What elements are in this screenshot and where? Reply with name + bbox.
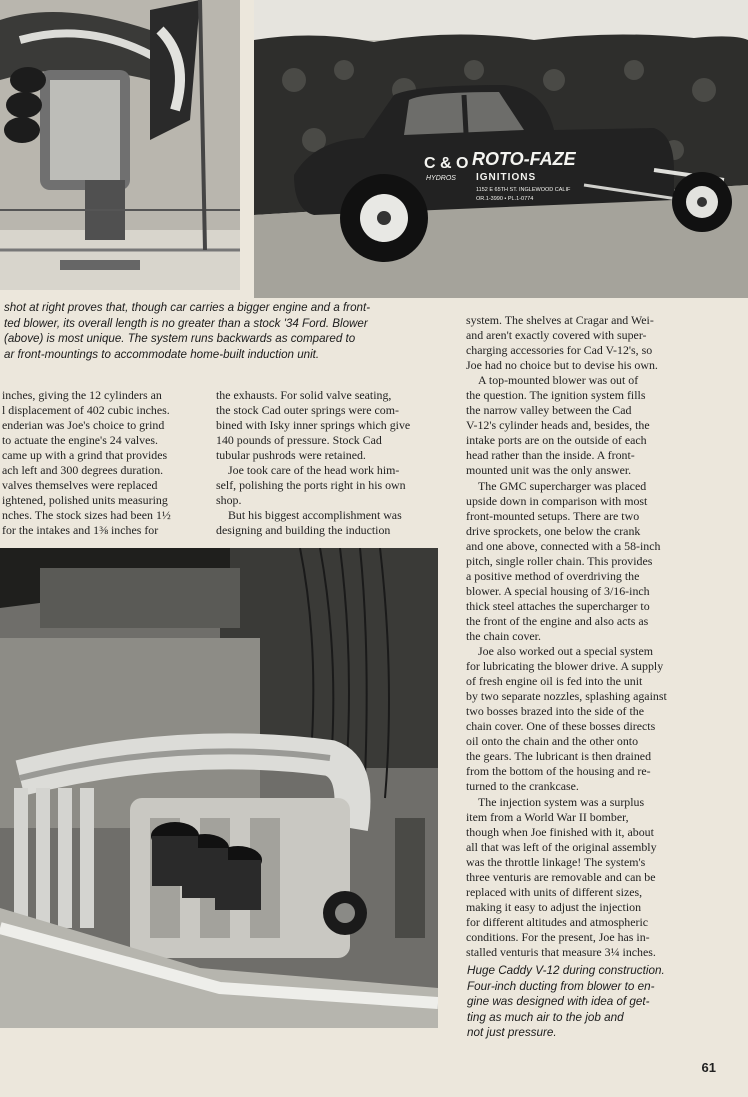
- coupe-photo: [254, 0, 748, 298]
- text-line: the chain cover.: [466, 628, 541, 643]
- caption-line: shot at right proves that, though car carries a bigger engine and a front-: [4, 301, 371, 314]
- text-line: item from a World War II bomber,: [466, 809, 629, 824]
- text-line: enderian was Joe's choice to grind: [2, 418, 165, 433]
- text-line: Joe had no choice but to devise his own.: [466, 358, 658, 373]
- text-line: to actuate the engine's 24 valves.: [2, 433, 159, 448]
- text-line: V-12's cylinder heads and, besides, the: [466, 418, 650, 433]
- text-line: though when Joe finished with it, about: [466, 824, 654, 839]
- text-line: for lubricating the blower drive. A supply: [466, 659, 664, 674]
- text-line: the gears. The lubricant is then drained: [466, 749, 652, 764]
- text-line: ightened, polished units measuring: [2, 493, 168, 508]
- text-line: all that was left of the original assembly: [466, 839, 657, 854]
- text-line: Joe also worked out a special system: [478, 644, 654, 659]
- text-line: the narrow valley between the Cad: [466, 403, 632, 418]
- text-line: three venturis are removable and can be: [466, 869, 656, 884]
- text-line: pitch, single roller chain. This provides: [466, 553, 653, 568]
- text-line: stalled venturis that measure 3¼ inches.: [466, 944, 656, 959]
- text-line: system. The shelves at Cragar and Wei-: [466, 313, 654, 327]
- text-line: turned to the crankcase.: [466, 779, 579, 794]
- text-line: intake ports are on the outside of each: [466, 433, 647, 448]
- text-line: from the bottom of the housing and re-: [466, 764, 651, 779]
- body-column-middle: [216, 388, 440, 538]
- caption-line: Four-inch ducting from blower to en-: [467, 979, 655, 993]
- text-line: ach left and 300 degrees duration.: [2, 463, 164, 478]
- text-line: upside down in comparison with most: [466, 493, 648, 508]
- engine-top-photo: [0, 0, 240, 290]
- text-line: making it easy to adjust the injection: [466, 899, 642, 914]
- text-line: a positive method of overdriving the: [466, 568, 640, 583]
- body-column-right: [466, 313, 718, 960]
- text-line: designing and building the induction: [216, 523, 391, 538]
- door-lettering-1: C & O: [424, 155, 469, 172]
- text-line: A top-mounted blower was out of: [478, 373, 639, 388]
- caption-line: not just pressure.: [467, 1026, 557, 1040]
- text-line: The injection system was a surplus: [478, 794, 645, 809]
- caption-line: ting as much air to the job and: [467, 1010, 624, 1024]
- text-line: for the intakes and 1⅜ inches for: [2, 523, 159, 538]
- text-line: 140 pounds of pressure. Stock Cad: [216, 433, 382, 448]
- text-line: the exhausts. For solid valve seating,: [216, 388, 392, 402]
- caption-line: ted blower, its overall length is no greater than a stock '34 Ford. Blower: [4, 316, 368, 330]
- text-line: by two separate nozzles, splashing against: [466, 689, 667, 704]
- text-line: front-mounted setups. There are two: [466, 508, 640, 523]
- text-line: charging accessories for Cad V-12's, so: [466, 343, 653, 358]
- caption-line: Huge Caddy V-12 during construction.: [467, 964, 665, 977]
- top-photo-caption: [4, 300, 450, 362]
- text-line: inches, giving the 12 cylinders an: [2, 388, 162, 402]
- text-line: mounted unit was the only answer.: [466, 463, 632, 478]
- text-line: bined with Isky inner springs which give: [216, 418, 411, 433]
- text-line: l displacement of 402 cubic inches.: [2, 403, 170, 418]
- text-line: tubular pushrods were retained.: [216, 448, 366, 463]
- text-line: shop.: [216, 493, 242, 508]
- text-line: two bosses brazed into the side of the: [466, 704, 644, 719]
- sponsor-sub: IGNITIONS: [476, 172, 537, 183]
- text-line: But his biggest accomplishment was: [228, 508, 402, 523]
- sponsor-logo: ROTO-FAZE: [472, 149, 576, 169]
- sponsor-address: 1152 E 65TH ST. INGLEWOOD CALIF: [476, 187, 571, 193]
- page-number: 61: [701, 1060, 716, 1075]
- caption-line: gine was designed with idea of get-: [467, 995, 650, 1009]
- text-line: blower. A special housing of 3/16-inch: [466, 583, 650, 598]
- text-line: for different altitudes and atmospheric: [466, 914, 649, 929]
- text-line: valves themselves were replaced: [2, 478, 158, 493]
- text-line: Joe took care of the head work him-: [228, 463, 400, 478]
- engine-construction-photo: [0, 548, 438, 1028]
- text-line: chain cover. One of these bosses directs: [466, 719, 656, 734]
- text-line: was the throttle linkage! The system's: [466, 854, 646, 869]
- text-line: conditions. For the present, Joe has in-: [466, 929, 650, 944]
- text-line: self, polishing the ports right in his own: [216, 478, 406, 493]
- text-line: the front of the engine and also acts as: [466, 613, 649, 628]
- door-lettering-2: HYDROS: [426, 175, 456, 182]
- caption-line: (above) is most unique. The system runs backwards as compared to: [4, 332, 356, 345]
- text-line: thick steel attaches the supercharger to: [466, 598, 650, 613]
- text-line: and aren't exactly covered with super-: [466, 328, 647, 343]
- text-line: the stock Cad outer springs were com-: [216, 403, 399, 418]
- text-line: came up with a grind that provides: [2, 448, 168, 463]
- text-line: head rather than the inside. A front-: [466, 448, 635, 463]
- text-line: The GMC supercharger was placed: [478, 478, 647, 493]
- text-line: oil onto the chain and the other onto: [466, 734, 639, 749]
- text-line: replaced with units of different sizes,: [466, 884, 643, 899]
- caption-line: ar front-mountings to accommodate home-built induction unit.: [4, 347, 320, 361]
- text-line: of fresh engine oil is fed into the unit: [466, 674, 643, 689]
- body-column-left: [2, 388, 198, 538]
- sponsor-phone: OR.1-3990 • PL.1-0774: [476, 196, 534, 202]
- text-line: nches. The stock sizes had been 1½: [2, 508, 171, 523]
- text-line: the question. The ignition system fills: [466, 388, 646, 403]
- text-line: drive sprockets, one below the crank: [466, 523, 641, 538]
- construction-photo-caption: [467, 963, 727, 1041]
- text-line: and one above, connected with a 58-inch: [466, 538, 661, 553]
